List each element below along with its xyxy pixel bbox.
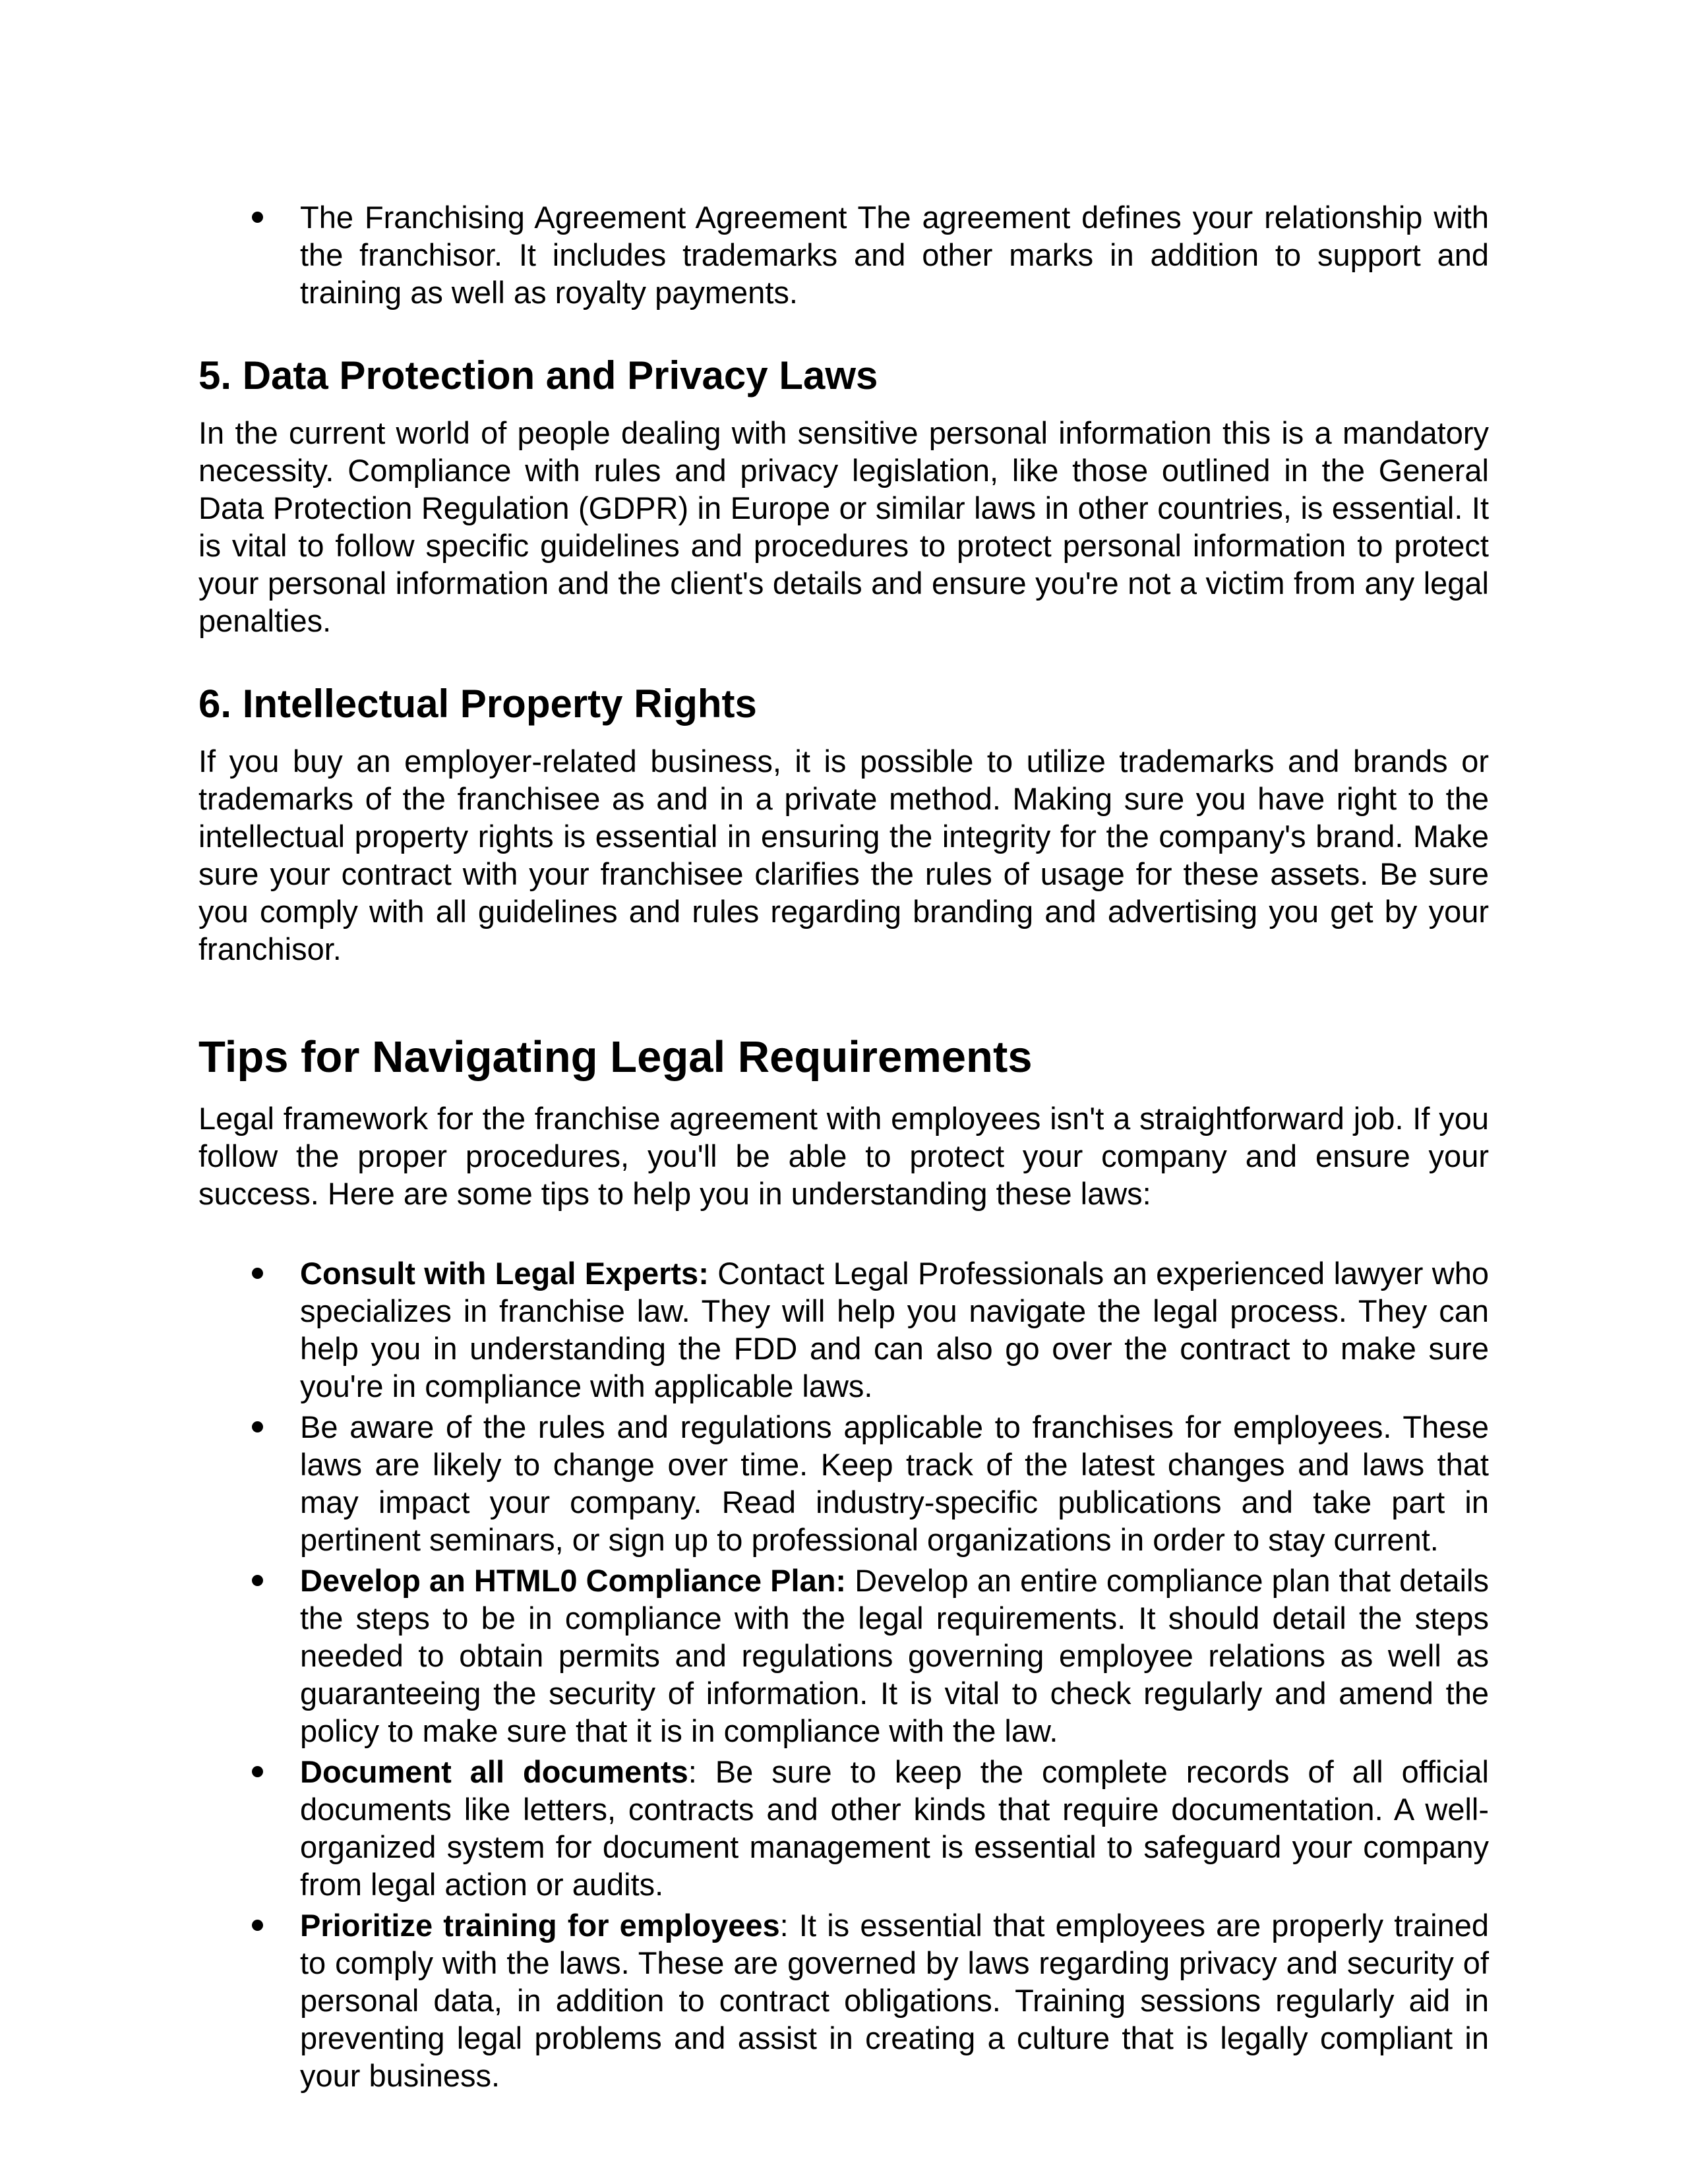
bullet-icon (252, 1575, 263, 1586)
section-body-data-protection: In the current world of people dealing with sensitive personal information this is a mandatory necessity. Compliance with rules and privacy legislation, like those outlined in the General Data Protection Regulation (GDPR) in Europe or similar laws in other countries, is essential. It is vital to follow specific guidelines and procedures to protect personal information to protect your personal information and the client's details and ensure you're not a victim from any legal penalties. (198, 415, 1489, 638)
bullet-icon (252, 1421, 263, 1432)
list-item-text: The Franchising Agreement Agreement The agreement defines your relationship with the franchisor. It includes trademarks and other marks in addition to support and training as well as royalty payments. (300, 200, 1489, 310)
intro-bullet-list (198, 198, 1489, 311)
list-item-lead: Document all documents (300, 1754, 688, 1789)
list-item (300, 1906, 1489, 2094)
tips-intro: Legal framework for the franchise agreement with employees isn't a straightforward job. If you follow the proper procedures, you'll be able to protect your company and ensure your success. Here are some tips to help you in understanding these laws: (198, 1101, 1489, 1211)
section-body-intellectual-property: If you buy an employer-related business, it is possible to utilize trademarks and brands or trademarks of the franchisee as and in a private method. Making sure you have right to the intellectual property rights is essential in ensuring the integrity for the company's brand. Make sure your contract with your franchisee clarifies the rules of usage for these assets. Be sure you comply with all guidelines and rules regarding branding and advertising you get by your franchisor. (198, 744, 1489, 966)
bullet-icon (252, 1268, 263, 1279)
document-content (198, 198, 1489, 2098)
tips-bullet-list (198, 1254, 1489, 2094)
list-item (300, 1562, 1489, 1750)
section-heading-intellectual-property: 6. Intellectual Property Rights (198, 682, 757, 726)
list-item-lead: Develop an HTML0 Compliance Plan: (300, 1563, 847, 1598)
list-item-text: Be aware of the rules and regulations applicable to franchises for employees. These laws are likely to change over time. Keep track of the latest changes and laws that may impact your company. Read industry-specific publications and take part in pertinent seminars, or sign up to professional organizations in order to stay current. (300, 1409, 1489, 1557)
list-item-text: Contact Legal Professionals an experienced lawyer who specializes in franchise law. They will help you navigate the legal process. They can help you in understanding the FDD and can also go over the contract to make sure you're in compliance with applicable laws. (300, 1256, 1489, 1403)
list-item-lead: Prioritize training for employees (300, 1908, 780, 1943)
section-heading-data-protection: 5. Data Protection and Privacy Laws (198, 353, 878, 398)
list-item-text: : Be sure to keep the complete records of all official documents like letters, contracts and other kinds that require documentation. A well-organized system for document management is essential to safeguard your company from legal action or audits. (300, 1754, 1490, 1902)
list-item (300, 1254, 1489, 1405)
bullet-icon (252, 1766, 263, 1777)
tips-title: Tips for Navigating Legal Requirements (198, 1032, 1033, 1082)
list-item (300, 1753, 1489, 1903)
list-item-text: Develop an entire compliance plan that details the steps to be in compliance with the legal requirements. It should detail the steps needed to obtain permits and regulations governing employee relations as well as guaranteeing the security of information. It is vital to check regularly and amend the policy to make sure that it is in compliance with the law. (300, 1563, 1490, 1748)
list-item-lead: Consult with Legal Experts: (300, 1256, 709, 1291)
list-item (300, 198, 1489, 311)
list-item (300, 1408, 1489, 1558)
bullet-icon (252, 1920, 263, 1931)
list-item-text: : It is essential that employees are properly trained to comply with the laws. These are governed by laws regarding privacy and security of personal data, in addition to contract obligations. Training sessions regularly aid in preventing legal problems and assist in creating a culture that is legally compliant in your business. (300, 1908, 1490, 2093)
bullet-icon (252, 212, 263, 223)
